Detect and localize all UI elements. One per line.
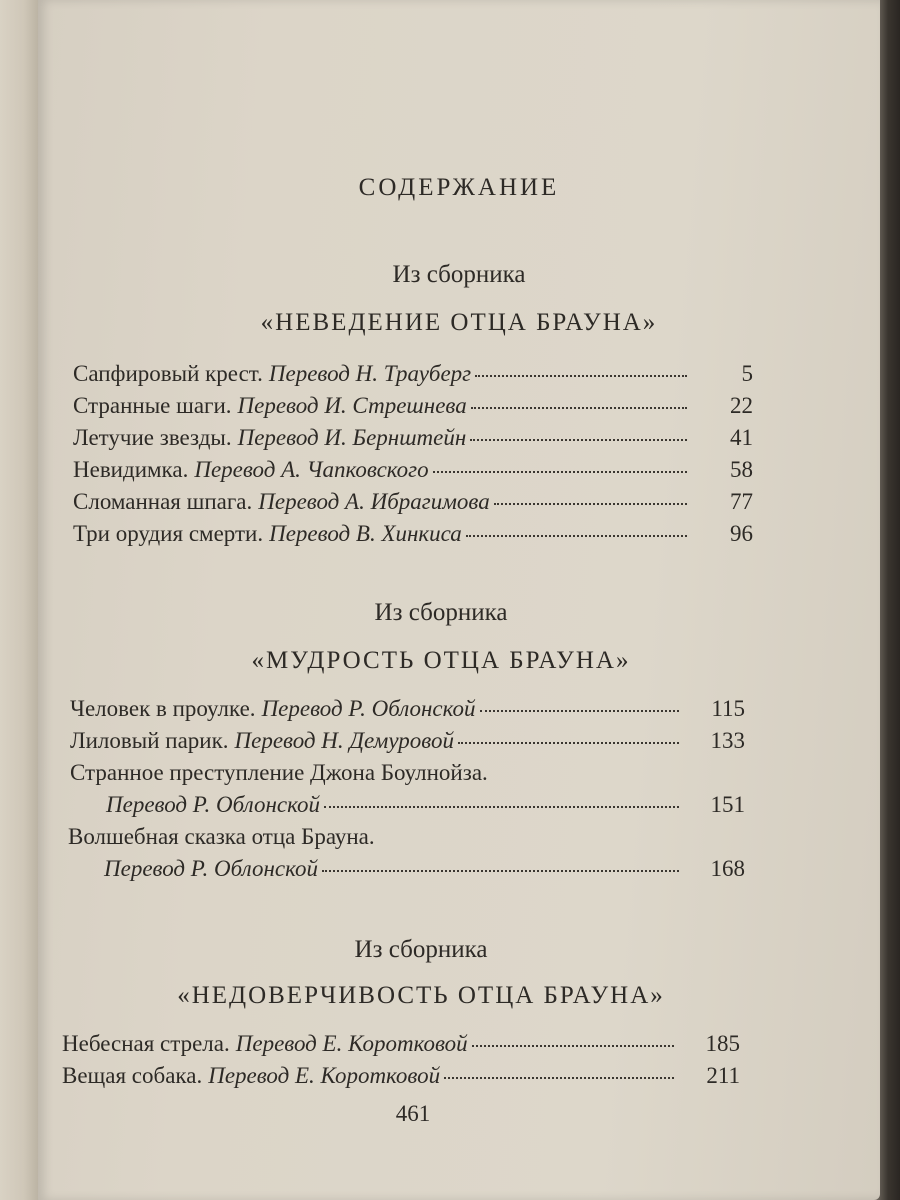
entry-title: Летучие звезды. bbox=[73, 425, 232, 450]
toc-entry[interactable] bbox=[73, 490, 753, 513]
toc-entry[interactable] bbox=[62, 1064, 740, 1087]
entry-page: 211 bbox=[706, 1063, 740, 1088]
entry-page: 77 bbox=[730, 489, 753, 514]
toc-entry[interactable] bbox=[70, 697, 745, 720]
dot-leader bbox=[472, 1045, 674, 1047]
toc-entry[interactable] bbox=[106, 793, 745, 816]
section-3-title: «НЕДОВЕРЧИВОСТЬ ОТЦА БРАУНА» bbox=[177, 982, 665, 1009]
entry-title: Человек в проулке. bbox=[70, 696, 256, 721]
entry-translator: Перевод В. Хинкиса bbox=[269, 521, 462, 546]
toc-entry[interactable] bbox=[62, 1032, 740, 1055]
dot-leader bbox=[458, 742, 679, 744]
section-3-intro: Из сборника bbox=[354, 936, 488, 963]
dot-leader bbox=[466, 535, 687, 537]
toc-entry-title-line[interactable]: Странное преступление Джона Боулнойза. bbox=[70, 760, 488, 785]
toc-entry[interactable] bbox=[73, 394, 753, 417]
toc-entry[interactable] bbox=[73, 426, 753, 449]
entry-translator: Перевод Р. Облонской bbox=[106, 792, 320, 817]
page-heading: СОДЕРЖАНИЕ bbox=[358, 174, 560, 201]
entry-translator: Перевод А. Ибрагимова bbox=[258, 489, 490, 514]
entry-translator: Перевод И. Бернштейн bbox=[237, 425, 467, 450]
entry-page: 41 bbox=[730, 425, 753, 450]
entry-translator: Перевод Р. Облонской bbox=[261, 696, 476, 721]
entry-page: 168 bbox=[710, 856, 745, 881]
entry-title: Лиловый парик. bbox=[70, 728, 229, 753]
page-number: 461 bbox=[395, 1101, 431, 1126]
dot-leader bbox=[480, 710, 679, 712]
entry-translator: Перевод Н. Трауберг bbox=[268, 361, 472, 386]
entry-translator: Перевод Р. Облонской bbox=[104, 856, 318, 881]
toc-entry[interactable] bbox=[104, 857, 745, 880]
section-2-intro: Из сборника bbox=[374, 599, 508, 626]
entry-title: Сломанная шпага. bbox=[73, 489, 253, 514]
entry-page: 151 bbox=[710, 792, 745, 817]
toc-entry[interactable] bbox=[73, 522, 753, 545]
book-page bbox=[38, 0, 880, 1200]
entry-translator: Перевод А. Чапковского bbox=[194, 457, 429, 482]
entry-page: 5 bbox=[741, 361, 753, 386]
entry-title: Невидимка. bbox=[73, 457, 189, 482]
dot-leader bbox=[471, 407, 687, 409]
dot-leader bbox=[475, 375, 687, 377]
entry-page: 185 bbox=[705, 1031, 740, 1056]
entry-page: 22 bbox=[730, 393, 753, 418]
entry-page: 133 bbox=[710, 728, 745, 753]
toc-entry-title-line[interactable]: Волшебная сказка отца Брауна. bbox=[68, 824, 375, 849]
entry-title: Три орудия смерти. bbox=[73, 521, 264, 546]
entry-page: 115 bbox=[711, 696, 745, 721]
section-1-intro: Из сборника bbox=[392, 261, 526, 288]
entry-title: Странные шаги. bbox=[73, 393, 232, 418]
entry-title: Вещая собака. bbox=[62, 1063, 203, 1088]
toc-entry[interactable] bbox=[73, 458, 753, 481]
entry-translator: Перевод Е. Коротковой bbox=[208, 1063, 441, 1088]
toc-entry[interactable] bbox=[70, 729, 745, 752]
dot-leader bbox=[470, 439, 687, 441]
dot-leader bbox=[494, 503, 687, 505]
section-2-title: «МУДРОСТЬ ОТЦА БРАУНА» bbox=[251, 647, 631, 674]
dot-leader bbox=[324, 806, 679, 808]
entry-title: Сапфировый крест. bbox=[73, 361, 263, 386]
entry-page: 58 bbox=[730, 457, 753, 482]
dot-leader bbox=[433, 471, 687, 473]
entry-translator: Перевод Н. Демуровой bbox=[234, 728, 454, 753]
toc-entry[interactable] bbox=[73, 362, 753, 385]
entry-title: Небесная стрела. bbox=[62, 1031, 230, 1056]
dot-leader bbox=[322, 870, 679, 872]
entry-translator: Перевод Е. Коротковой bbox=[235, 1031, 468, 1056]
dot-leader bbox=[444, 1077, 674, 1079]
entry-page: 96 bbox=[730, 521, 753, 546]
entry-translator: Перевод И. Стрешнева bbox=[237, 393, 467, 418]
section-1-title: «НЕВЕДЕНИЕ ОТЦА БРАУНА» bbox=[260, 309, 658, 336]
